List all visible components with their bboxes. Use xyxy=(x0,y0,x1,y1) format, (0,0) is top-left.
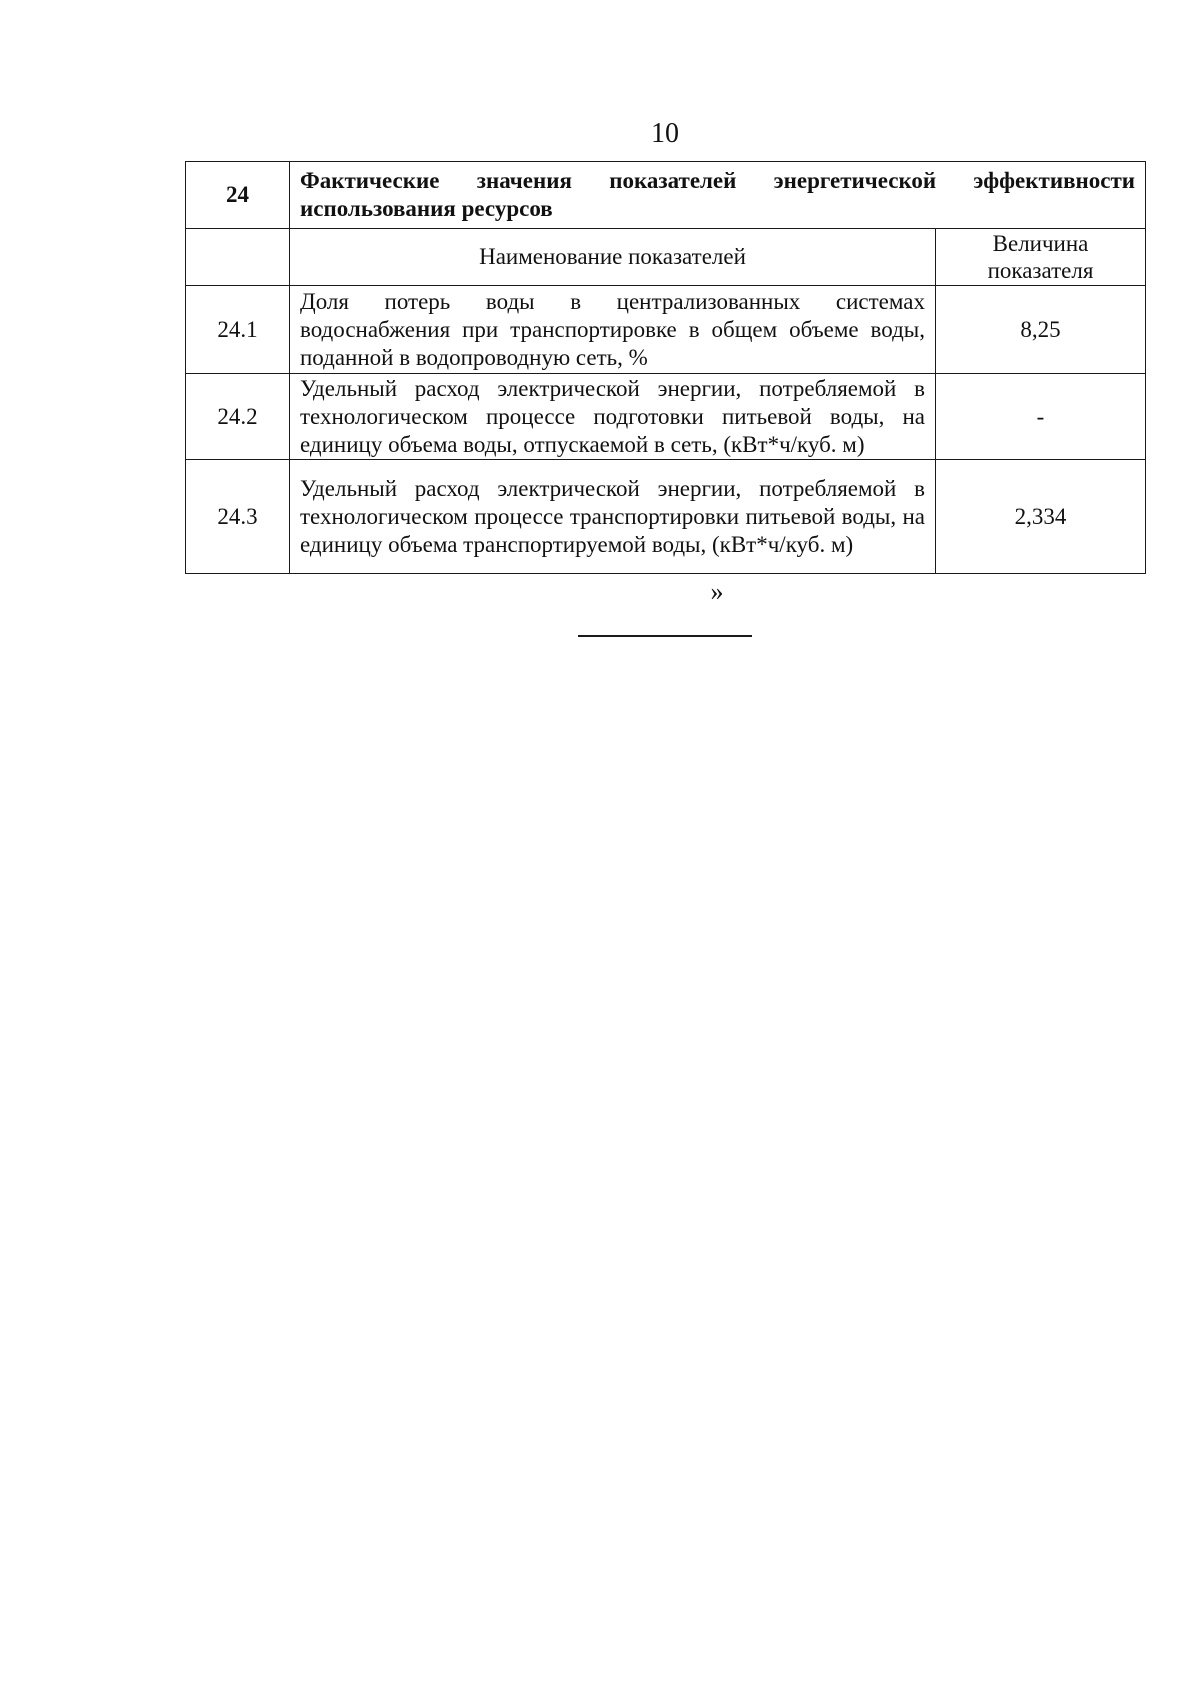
row-name: Удельный расход электрической энергии, потребляемой в технологическом процессе транспортировки питьевой воды, на единицу объема транспортируемой воды, (кВт*ч/куб. м) xyxy=(290,460,936,574)
table-row xyxy=(186,374,1146,460)
section-title: Фактические значения показателей энергетической эффективности использования ресурсов xyxy=(290,162,1146,229)
row-number: 24.2 xyxy=(186,374,290,460)
header-row xyxy=(186,229,1146,286)
row-name: Доля потерь воды в централизованных системах водоснабжения при транспортировке в общем объеме воды, поданной в водопроводную сеть, % xyxy=(290,286,936,374)
end-separator-line xyxy=(578,635,752,637)
row-name: Удельный расход электрической энергии, потребляемой в технологическом процессе подготовки питьевой воды, на единицу объема воды, отпускаемой в сеть, (кВт*ч/куб. м) xyxy=(290,374,936,460)
section-row xyxy=(186,162,1146,229)
row-value: 2,334 xyxy=(936,460,1146,574)
closing-quote: » xyxy=(710,577,724,606)
header-name-cell: Наименование показателей xyxy=(290,229,936,286)
page-number: 10 xyxy=(651,118,679,149)
indicators-table xyxy=(185,161,1146,574)
row-value: - xyxy=(936,374,1146,460)
header-number-cell xyxy=(186,229,290,286)
header-value-cell: Величина показателя xyxy=(936,229,1146,286)
row-value: 8,25 xyxy=(936,286,1146,374)
table-row xyxy=(186,460,1146,574)
row-number: 24.3 xyxy=(186,460,290,574)
table-row xyxy=(186,286,1146,374)
row-number: 24.1 xyxy=(186,286,290,374)
section-number: 24 xyxy=(186,162,290,229)
